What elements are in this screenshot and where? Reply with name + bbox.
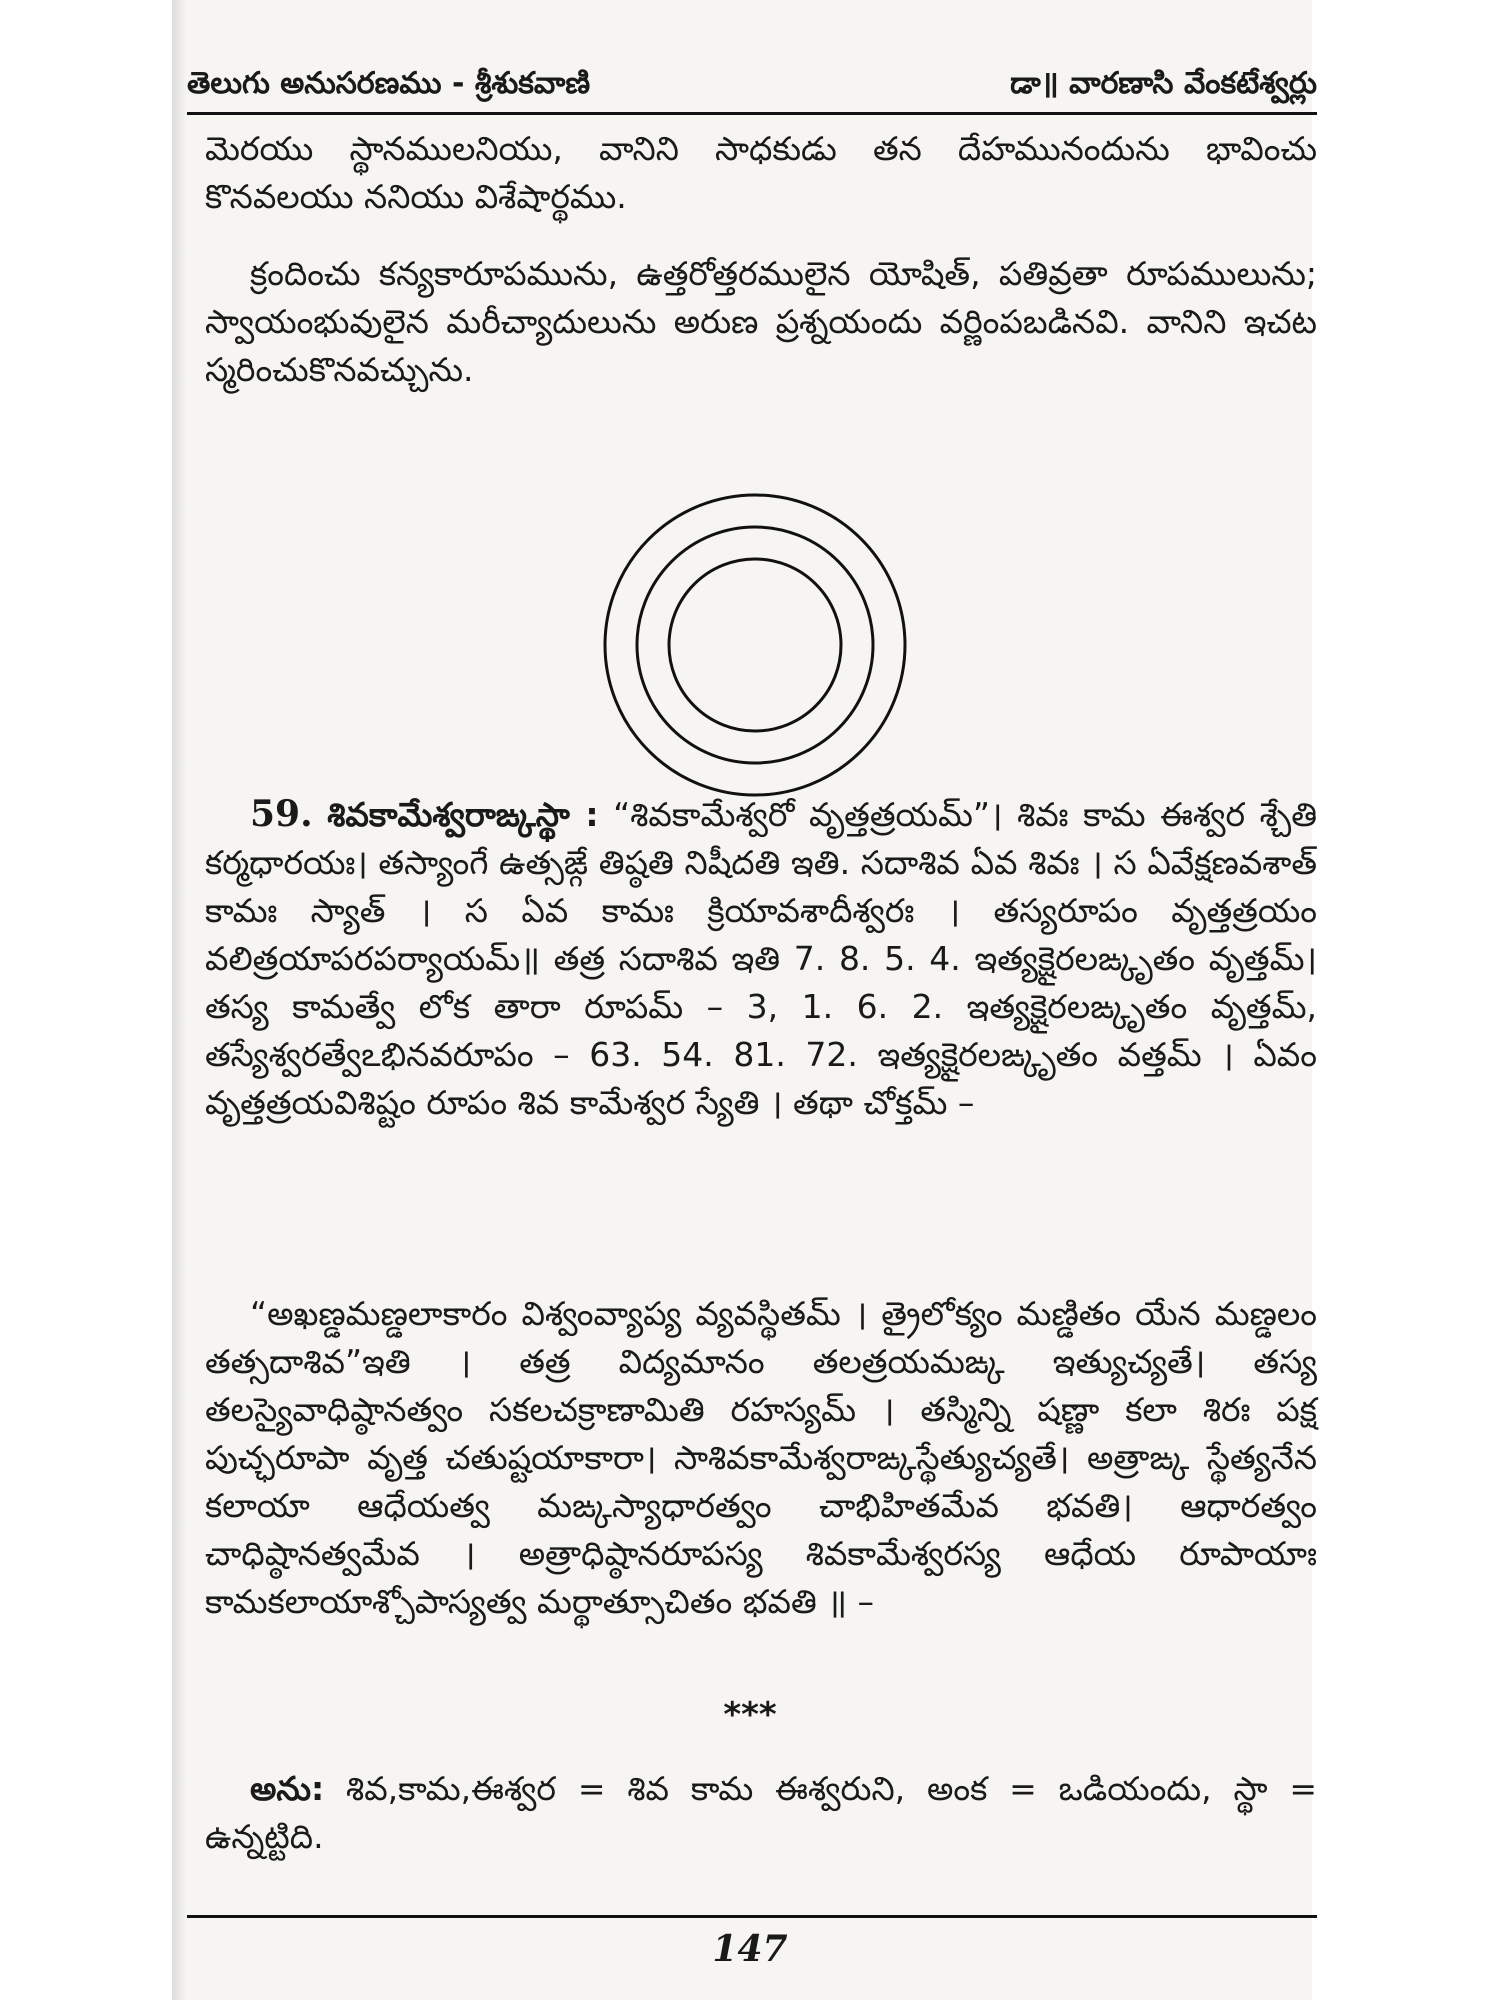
middle-circle xyxy=(637,527,873,763)
gutter-shadow xyxy=(172,0,186,2000)
footer-rule xyxy=(187,1915,1317,1918)
paragraph-2-text: క్రందించు కన్యకారూపమును, ఉత్తరోత్తరములైన యోషిత్, పతివ్రతా రూపములును; స్వాయంభువులైన మరీచ్యాదులును అరుణ ప్రశ్నయందు వర్ణింపబడినవి. వానిని ఇచట స్మరించుకొనవచ్చును. xyxy=(205,254,1317,389)
section-title: శివకామేశ్వరాఙ్కస్థా : xyxy=(327,795,599,834)
note-paragraph xyxy=(205,1765,1317,1861)
header-rule xyxy=(187,112,1317,115)
section-59-paragraph xyxy=(205,790,1317,1127)
quote-block xyxy=(205,1290,1317,1626)
paragraph-2 xyxy=(205,250,1317,394)
paragraph-1-text: మెరయు స్థానములనియు, వానిని సాధకుడు తన దేహమునందును భావించు కొనవలయు ననియు విశేషార్థము. xyxy=(205,129,1317,216)
quote-text: “అఖణ్డమణ్డలాకారం విశ్వంవ్యాప్య వ్యవస్థితమ్ । త్రైలోక్యం మణ్డితం యేన మణ్డలం తత్సదాశివ”ఇతి । తత్ర విద్యమానం తలత్రయమఙ్క ఇత్యుచ్యతే। తస్య తలస్యైవాధిష్ఠానత్వం సకలచక్రాణామితి రహస్యమ్ । తస్మిన్ని షణ్ణా కలా శిరః పక్ష పుచ్ఛరూపా వృత్త చతుష్టయాకారా। సాశివకామేశ్వరాఙ్కస్థేత్యుచ్యతే। అత్రాఙ్క స్థేత్యనేన కలాయా ఆధేయత్వ మఙ్కస్యాధారత్వం చాభిహితమేవ భవతి। ఆధారత్వం చాధిష్ఠానత్వమేవ । అత్రాధిష్ఠానరూపస్య శివకామేశ్వరస్య ఆధేయ రూపాయాః కామకలాయాశ్చోపాస్యత్వ మర్థాత్సూచితం భవతి ॥ – xyxy=(205,1294,1317,1621)
translation-note xyxy=(205,1765,1317,1861)
note-text: శివ,కామ,ఈశ్వర = శివ కామ ఈశ్వరుని, అంక = ఒడియందు, స్థా = ఉన్నట్టిది. xyxy=(205,1769,1317,1856)
header-title: తెలుగు అనుసరణము - శ్రీశుకవాణి xyxy=(187,66,591,101)
page-number: 147 xyxy=(712,1928,788,1970)
paragraph-1 xyxy=(205,125,1317,221)
outer-circle xyxy=(605,495,905,795)
section-number: 59. xyxy=(250,793,313,835)
section-body: “శివకామేశ్వరో వృత్తత్రయమ్”। శివః కామ ఈశ్వర శ్చేతి కర్మధారయః। తస్యాంగే ఉత్సఙ్గే తిష్ఠతి నిషీదతి ఇతి. సదాశివ ఏవ శివః । స ఏవేక్షణవశాత్ కామః స్యాత్ । స ఏవ కామః క్రియావశాదీశ్వరః । తస్యరూపం వృత్తత్రయం వలిత్రయాపరపర్యాయమ్॥ తత్ర సదాశివ ఇతి 7. 8. 5. 4. ఇత్యక్షైరలఙ్కృతం వృత్తమ్। తస్య కామత్వే లోక తారా రూపమ్ – 3, 1. 6. 2. ఇత్యక్షైరలఙ్కృతం వృత్తమ్, తస్యేశ్వరత్వేఽభినవరూపం – 63. 54. 81. 72. ఇత్యక్షైరలఙ్కృతం వత్తమ్ । ఏవం వృత్తత్రయవిశిష్టం రూపం శివ కామేశ్వర స్యేతి । తథా చోక్తమ్ – xyxy=(205,795,1317,1122)
inner-circle xyxy=(669,559,841,731)
section-59 xyxy=(205,790,1317,1127)
header-author: డా॥ వారణాసి వేంకటేశ్వర్లు xyxy=(1010,66,1317,101)
section-separator: *** xyxy=(723,1695,777,1735)
concentric-circles-figure xyxy=(590,480,920,810)
running-header xyxy=(187,60,1317,108)
note-label: అను: xyxy=(250,1769,325,1808)
